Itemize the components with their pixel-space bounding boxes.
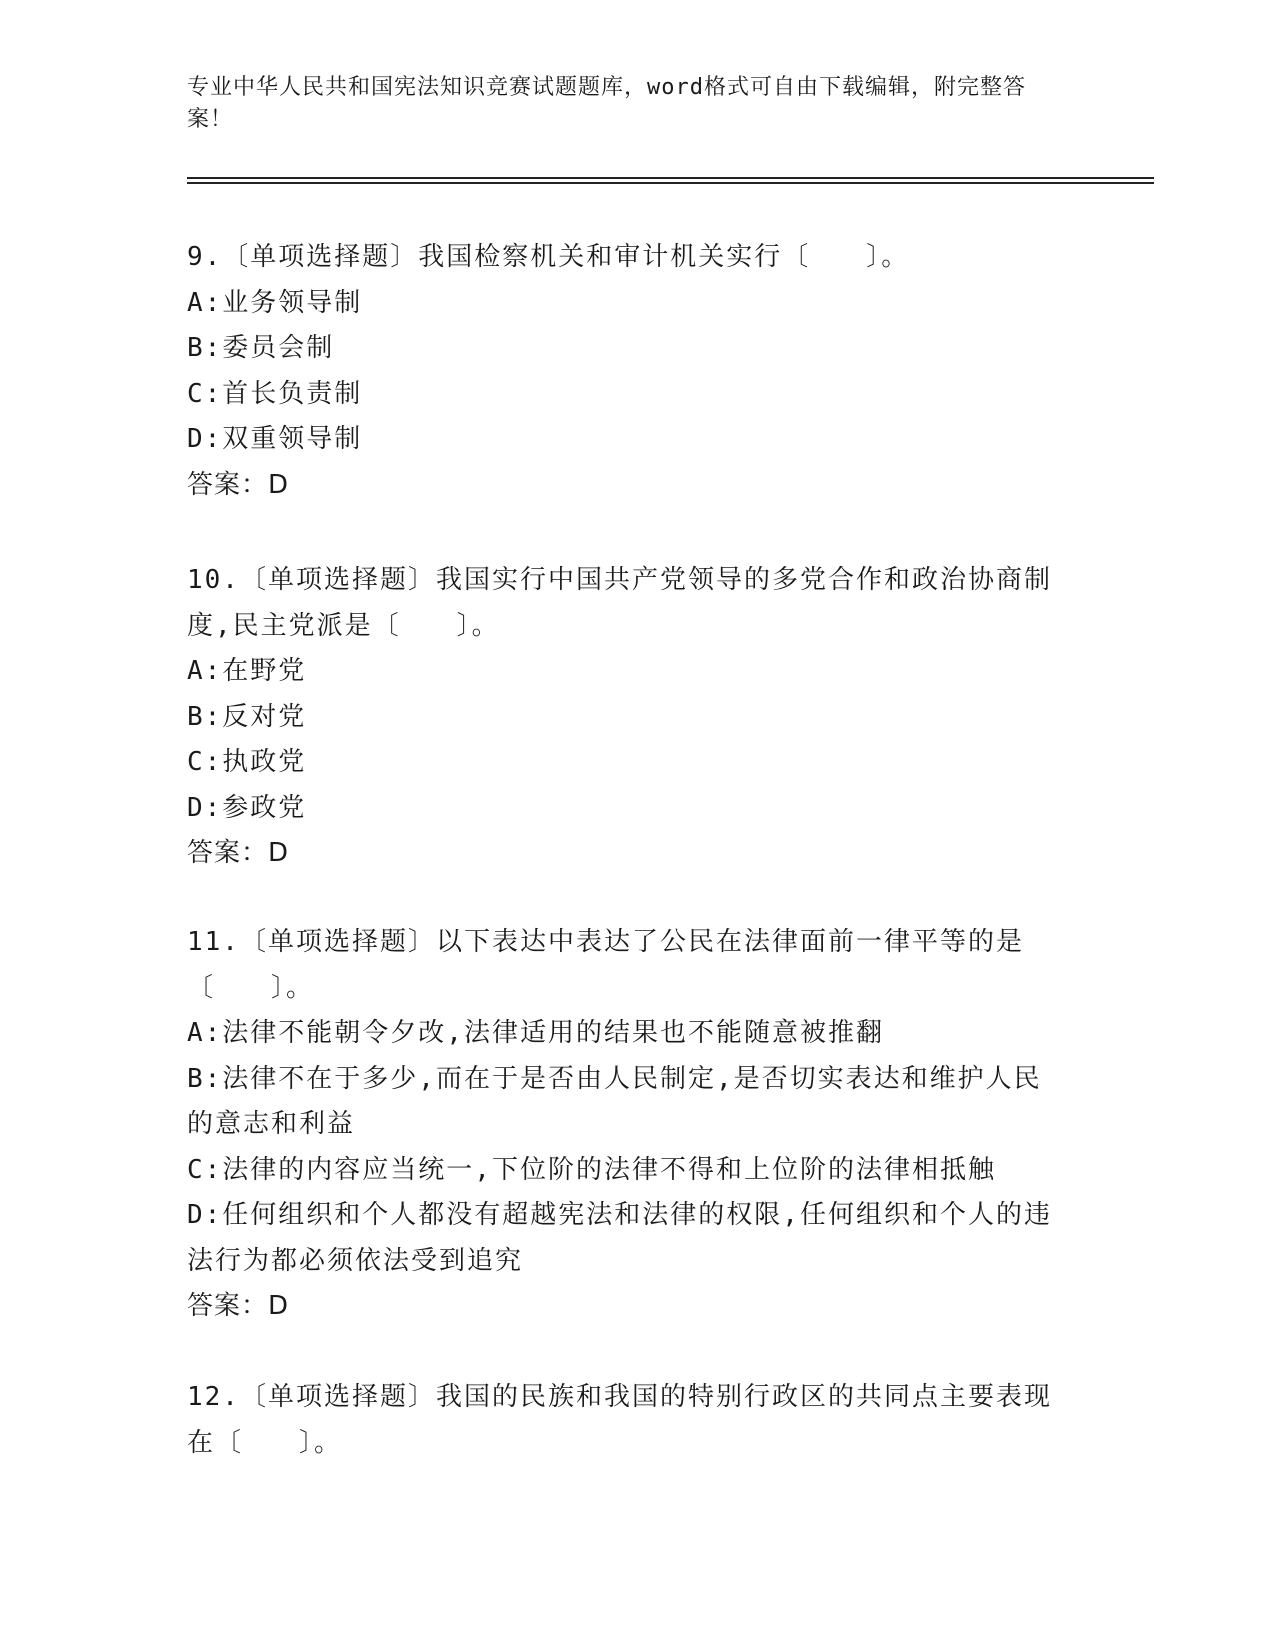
option-a: A:在野党 <box>187 656 307 686</box>
option-b: B:委员会制 <box>187 333 335 363</box>
option-d: D:任何组织和个人都没有超越宪法和法律的权限,任何组织和个人的违法行为都必须依法受到追究 <box>187 1200 1052 1276</box>
document-header: 专业中华人民共和国宪法知识竞赛试题题库，word格式可自由下载编辑，附完整答案！ <box>187 75 1026 132</box>
question-11 <box>187 920 1067 1330</box>
header-divider-bottom <box>187 182 1154 184</box>
option-d: D:参政党 <box>187 792 307 823</box>
option-b: B:反对党 <box>187 701 307 732</box>
question-stem: 12.〔单项选择题〕我国的民族和我国的特别行政区的共同点主要表现在〔 〕。 <box>187 1382 1052 1458</box>
question-stem: 11.〔单项选择题〕以下表达中表达了公民在法律面前一律平等的是〔 〕。 <box>187 927 1024 1003</box>
question-stem: 9.〔单项选择题〕我国检察机关和审计机关实行〔 〕。 <box>187 242 910 272</box>
option-a: A:法律不能朝令夕改,法律适用的结果也不能随意被推翻 <box>187 1018 884 1048</box>
option-c: C:执政党 <box>187 747 307 777</box>
option-c: C:法律的内容应当统一,下位阶的法律不得和上位阶的法律相抵触 <box>187 1154 996 1185</box>
question-9 <box>187 235 1067 508</box>
option-c: C:首长负责制 <box>187 378 363 409</box>
question-stem: 10.〔单项选择题〕我国实行中国共产党领导的多党合作和政治协商制度,民主党派是〔 〕。 <box>187 565 1052 641</box>
answer: 答案：D <box>187 1291 290 1321</box>
header-divider-top <box>187 177 1154 179</box>
option-a: A:业务领导制 <box>187 287 363 318</box>
answer: 答案：D <box>187 469 290 500</box>
option-b: B:法律不在于多少,而在于是否由人民制定,是否切实表达和维护人民的意志和利益 <box>187 1063 1042 1139</box>
question-10 <box>187 558 1067 877</box>
option-d: D:双重领导制 <box>187 424 363 454</box>
question-12 <box>187 1375 1067 1466</box>
answer: 答案：D <box>187 838 290 868</box>
